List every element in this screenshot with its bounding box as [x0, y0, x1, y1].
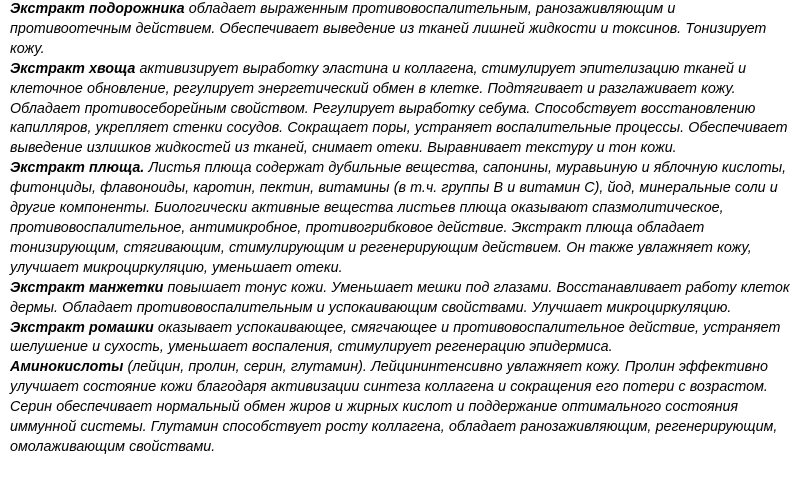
term-ivy-extract: Экстракт плюща.	[10, 160, 145, 177]
description-horsetail-extract: активизирует выработку эластина и коллагена, стимулирует эпителизацию тканей и клеточное обновление, регулирует энергетический обмен в клетке. Подтягивает и разглаживает кожу. Обладает противосеборейным свойством. Регулирует выработку себума. Способствует восстановлению капилляров, укрепляет стенки сосудов. Сокращает поры, устраняет воспалительные процессы. Обеспечивает выведение излишков жидкостей из тканей, снимает отеки. Выравнивает текстуру и тон кожи.	[10, 60, 788, 157]
paragraph-horsetail-extract	[10, 60, 794, 160]
description-lady-mantle-extract: повышает тонус кожи. Уменьшает мешки под глазами. Восстанавливает работу клеток дермы. Обладает противовоспалительным и успокаивающим свойствами. Улучшает микроциркуляцию.	[10, 279, 790, 316]
paragraph-chamomile-extract	[10, 319, 794, 359]
term-plantain-extract: Экстракт подорожника	[10, 1, 185, 17]
description-plantain-extract: обладает выраженным противовоспалительным, ранозаживляющим и противоотечным действием. Обеспечивает выведение из тканей лишней жидкости и токсинов. Тонизирует кожу.	[10, 1, 767, 57]
description-ivy-extract: Листья плюща содержат дубильные вещества, сапонины, муравьиную и яблочную кислоты, фитонциды, флавоноиды, каротин, пектин, витамины (в т.ч. группы В и витамин С), йод, минеральные соли и другие компоненты. Биологически активные вещества листьев плюща оказывают спазмолитическое, противовоспалительное, антимикробное, противогрибковое действие. Экстракт плюща обладает тонизирующим, стягивающим, стимулирующим и регенерирующим действием. Он также увлажняет кожу, улучшает микроциркуляцию, уменьшает отеки.	[10, 160, 787, 276]
term-amino-acids: Аминокислоты	[10, 359, 124, 376]
paragraph-lady-mantle-extract	[10, 279, 794, 319]
paragraph-ivy-extract	[10, 159, 794, 278]
description-chamomile-extract: оказывает успокаивающее, смягчающее и противовоспалительное действие, устраняет шелушение и сухость, уменьшает воспаления, стимулирует регенерацию эпидермиса.	[10, 319, 781, 356]
term-horsetail-extract: Экстракт хвоща	[10, 60, 136, 77]
paragraph-plantain-extract	[10, 0, 794, 60]
term-lady-mantle-extract: Экстракт манжетки	[10, 279, 164, 296]
paragraph-amino-acids	[10, 358, 794, 458]
description-amino-acids: (лейцин, пролин, серин, глутамин). Лейцининтенсивно увлажняет кожу. Пролин эффективно улучшает состояние кожи благодаря активизации синтеза коллагена и сокращения его потери с возрастом. Серин обеспечивает нормальный обмен жиров и жирных кислот и поддержание оптимального состояния иммунной системы. Глутамин способствует росту коллагена, обладает ранозаживляющим, регенерирующим, омолаживающим свойствами.	[10, 359, 778, 455]
term-chamomile-extract: Экстракт ромашки	[10, 319, 154, 336]
